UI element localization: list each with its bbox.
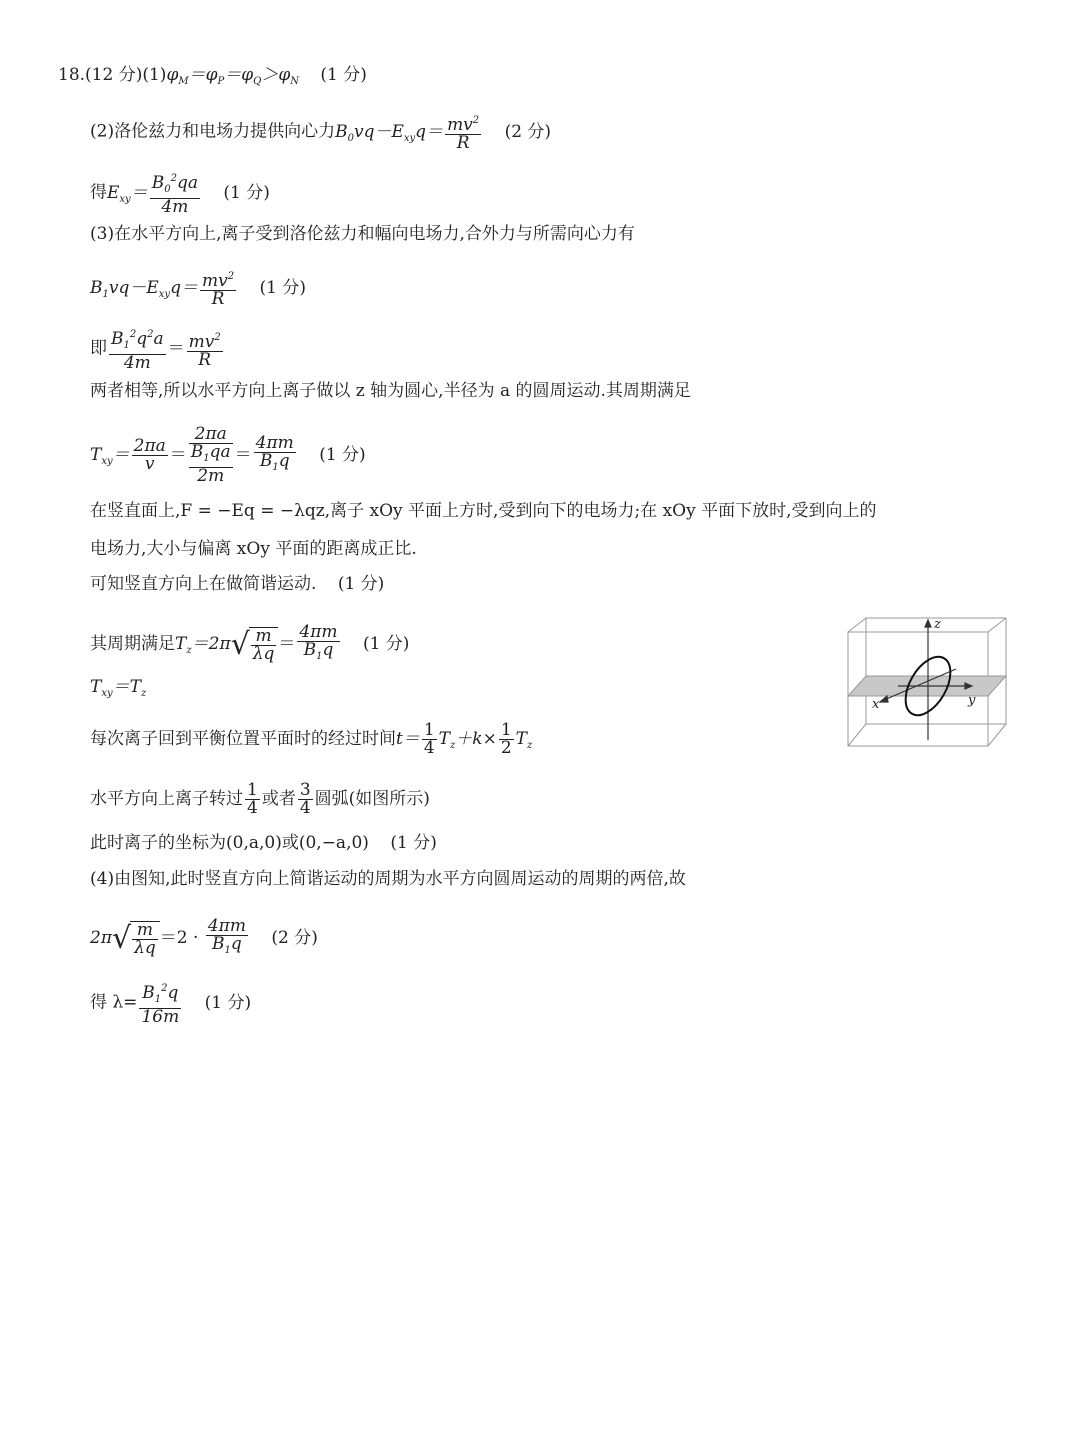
part3-eq2: 即 $\frac{B_1^2q^2a}{4m}$ ＝ $\frac{mv^2}{R}$ <box>90 326 225 372</box>
sqrt: √ $\frac{m}{\lambda q}$ <box>112 921 160 957</box>
coord-score: (1 分) <box>390 833 437 853</box>
fraction: $\frac{4\pi m}{B_1q}$ <box>299 622 338 662</box>
part3-intro: (3)在水平方向上,离子受到洛伦兹力和幅向电场力,合外力与所需向心力有 <box>90 224 635 244</box>
trajectory-figure <box>846 614 1008 750</box>
part4-intro: (4)由图知,此时竖直方向上简谐运动的周期为水平方向圆周运动的周期的两倍,故 <box>90 869 686 889</box>
fraction: $\frac{1}{2}$ <box>500 720 512 758</box>
period-score: (1 分) <box>319 445 366 465</box>
part4-eq-score: (2 分) <box>271 928 318 948</box>
time-text: 每次离子回到平衡位置平面时的经过时间 <box>90 729 396 749</box>
time-line: 每次离子回到平衡位置平面时的经过时间t＝ $\frac{1}{4}$ $T_z+k\times$ $\frac{1}{2}$ $T_z$ <box>90 720 533 758</box>
fraction: $\frac{4\pi m}{B_1q}$ <box>255 433 294 473</box>
part4-result-prefix: 得 λ= <box>90 992 138 1013</box>
cube-back-face <box>866 618 1006 724</box>
result-prefix: 得 <box>90 182 107 203</box>
sqrt: √ $\frac{m}{\lambda q}$ <box>231 627 279 663</box>
fraction: $\frac{mv^2}{R}$ <box>187 329 223 369</box>
eq2-prefix: 即 <box>90 338 107 359</box>
problem-number: 18. <box>58 65 86 85</box>
part3-eq1: $B_1vq-E_{xy}q=$ $\frac{mv^2}{R}$ (1 分) <box>90 268 306 308</box>
shm-line <box>90 573 384 595</box>
arc-text-a: 水平方向上离子转过 <box>90 789 243 809</box>
part2-text: (2)洛伦兹力和电场力提供向心力 <box>90 121 336 142</box>
problem-total-score: (12 分) <box>85 65 143 85</box>
tz-line: 其周期满足$T_z=2\pi$ √ $\frac{m}{\lambda q}$ ＝ $\frac{4\pi m}{B_1q}$ (1 分) <box>90 622 410 664</box>
fraction: 2πa $B_1qa$ 2m <box>190 424 231 486</box>
y-label: y <box>968 693 976 708</box>
arc-line <box>90 782 430 817</box>
part1-score: (1 分) <box>320 65 367 85</box>
part4-eq: 2π √ $\frac{m}{\lambda q}$ ＝2 · $\frac{4\pi m}{B_1q}$ (2 分) <box>90 916 318 958</box>
tz-score: (1 分) <box>362 634 410 654</box>
fraction: $\frac{3}{4}$ <box>299 780 311 818</box>
part3-eq1-score: (1 分) <box>259 277 306 298</box>
part2-score: (2 分) <box>504 121 552 142</box>
fraction: $\frac{mv^2}{R}$ <box>200 268 236 308</box>
circle-text: 两者相等,所以水平方向上离子做以 z 轴为圆心,半径为 a 的圆周运动.其周期满足 <box>90 381 691 401</box>
part2-line: (2)洛伦兹力和电场力提供向心力$B_0vq-E_{xy}q=$ $\frac{mv^2}{R}$ (2 分) <box>90 112 551 152</box>
fraction: $\frac{1}{4}$ <box>423 720 435 758</box>
fraction: $\frac{4\pi m}{B_1q}$ <box>207 916 246 956</box>
arc-text-c: 圆弧(如图所示) <box>314 789 430 809</box>
fraction: $\frac{B_1^2q}{16m}$ <box>139 980 181 1026</box>
vertical-line1: 在竖直面上,F = −Eq = −λqz,离子 xOy 平面上方时,受到向下的电场力;在 xOy 平面下放时,受到向上的 <box>90 501 877 521</box>
part2-result: 得$E_{xy}=$ $\frac{B_0^2qa}{4m}$ (1 分) <box>90 170 270 216</box>
txy-equals-tz: $T_{xy}=T_z$ <box>90 677 147 699</box>
z-label: z <box>934 617 941 632</box>
coord-text: 此时离子的坐标为(0,a,0)或(0,−a,0) <box>90 833 369 853</box>
shm-text: 可知竖直方向上在做简谐运动. <box>90 574 317 594</box>
part1-label: (1) <box>142 65 167 85</box>
part4-result <box>90 980 251 1026</box>
part1-line <box>58 64 367 93</box>
x-label: x <box>872 697 880 712</box>
fraction: $\frac{mv^2}{R}$ <box>445 112 481 152</box>
vertical-line2: 电场力,大小与偏离 xOy 平面的距离成正比. <box>90 539 417 559</box>
part4-result-score: (1 分) <box>204 992 252 1013</box>
period-xy-eq: $T_{xy}=$ $\frac{2\pi a}{v}$ ＝ 2πa $B_1qa$ 2m ＝ $\frac{4\pi m}{B_1q}$ (1 分) <box>90 424 366 486</box>
shm-score: (1 分) <box>337 574 385 594</box>
fraction: $\frac{B_1^2q^2a}{4m}$ <box>109 326 166 372</box>
coord-line <box>90 832 437 854</box>
arc-text-b: 或者 <box>261 789 296 809</box>
fraction: $\frac{1}{4}$ <box>247 780 258 818</box>
tz-prefix: 其周期满足 <box>90 634 175 654</box>
fraction: $\frac{2\pi a}{v}$ <box>133 436 166 474</box>
part2-result-score: (1 分) <box>223 182 270 203</box>
potential-relation: $\varphi_M=\varphi_P=\varphi_Q>\varphi_N$ <box>166 65 300 87</box>
fraction: $\frac{B_0^2qa}{4m}$ <box>150 170 200 216</box>
